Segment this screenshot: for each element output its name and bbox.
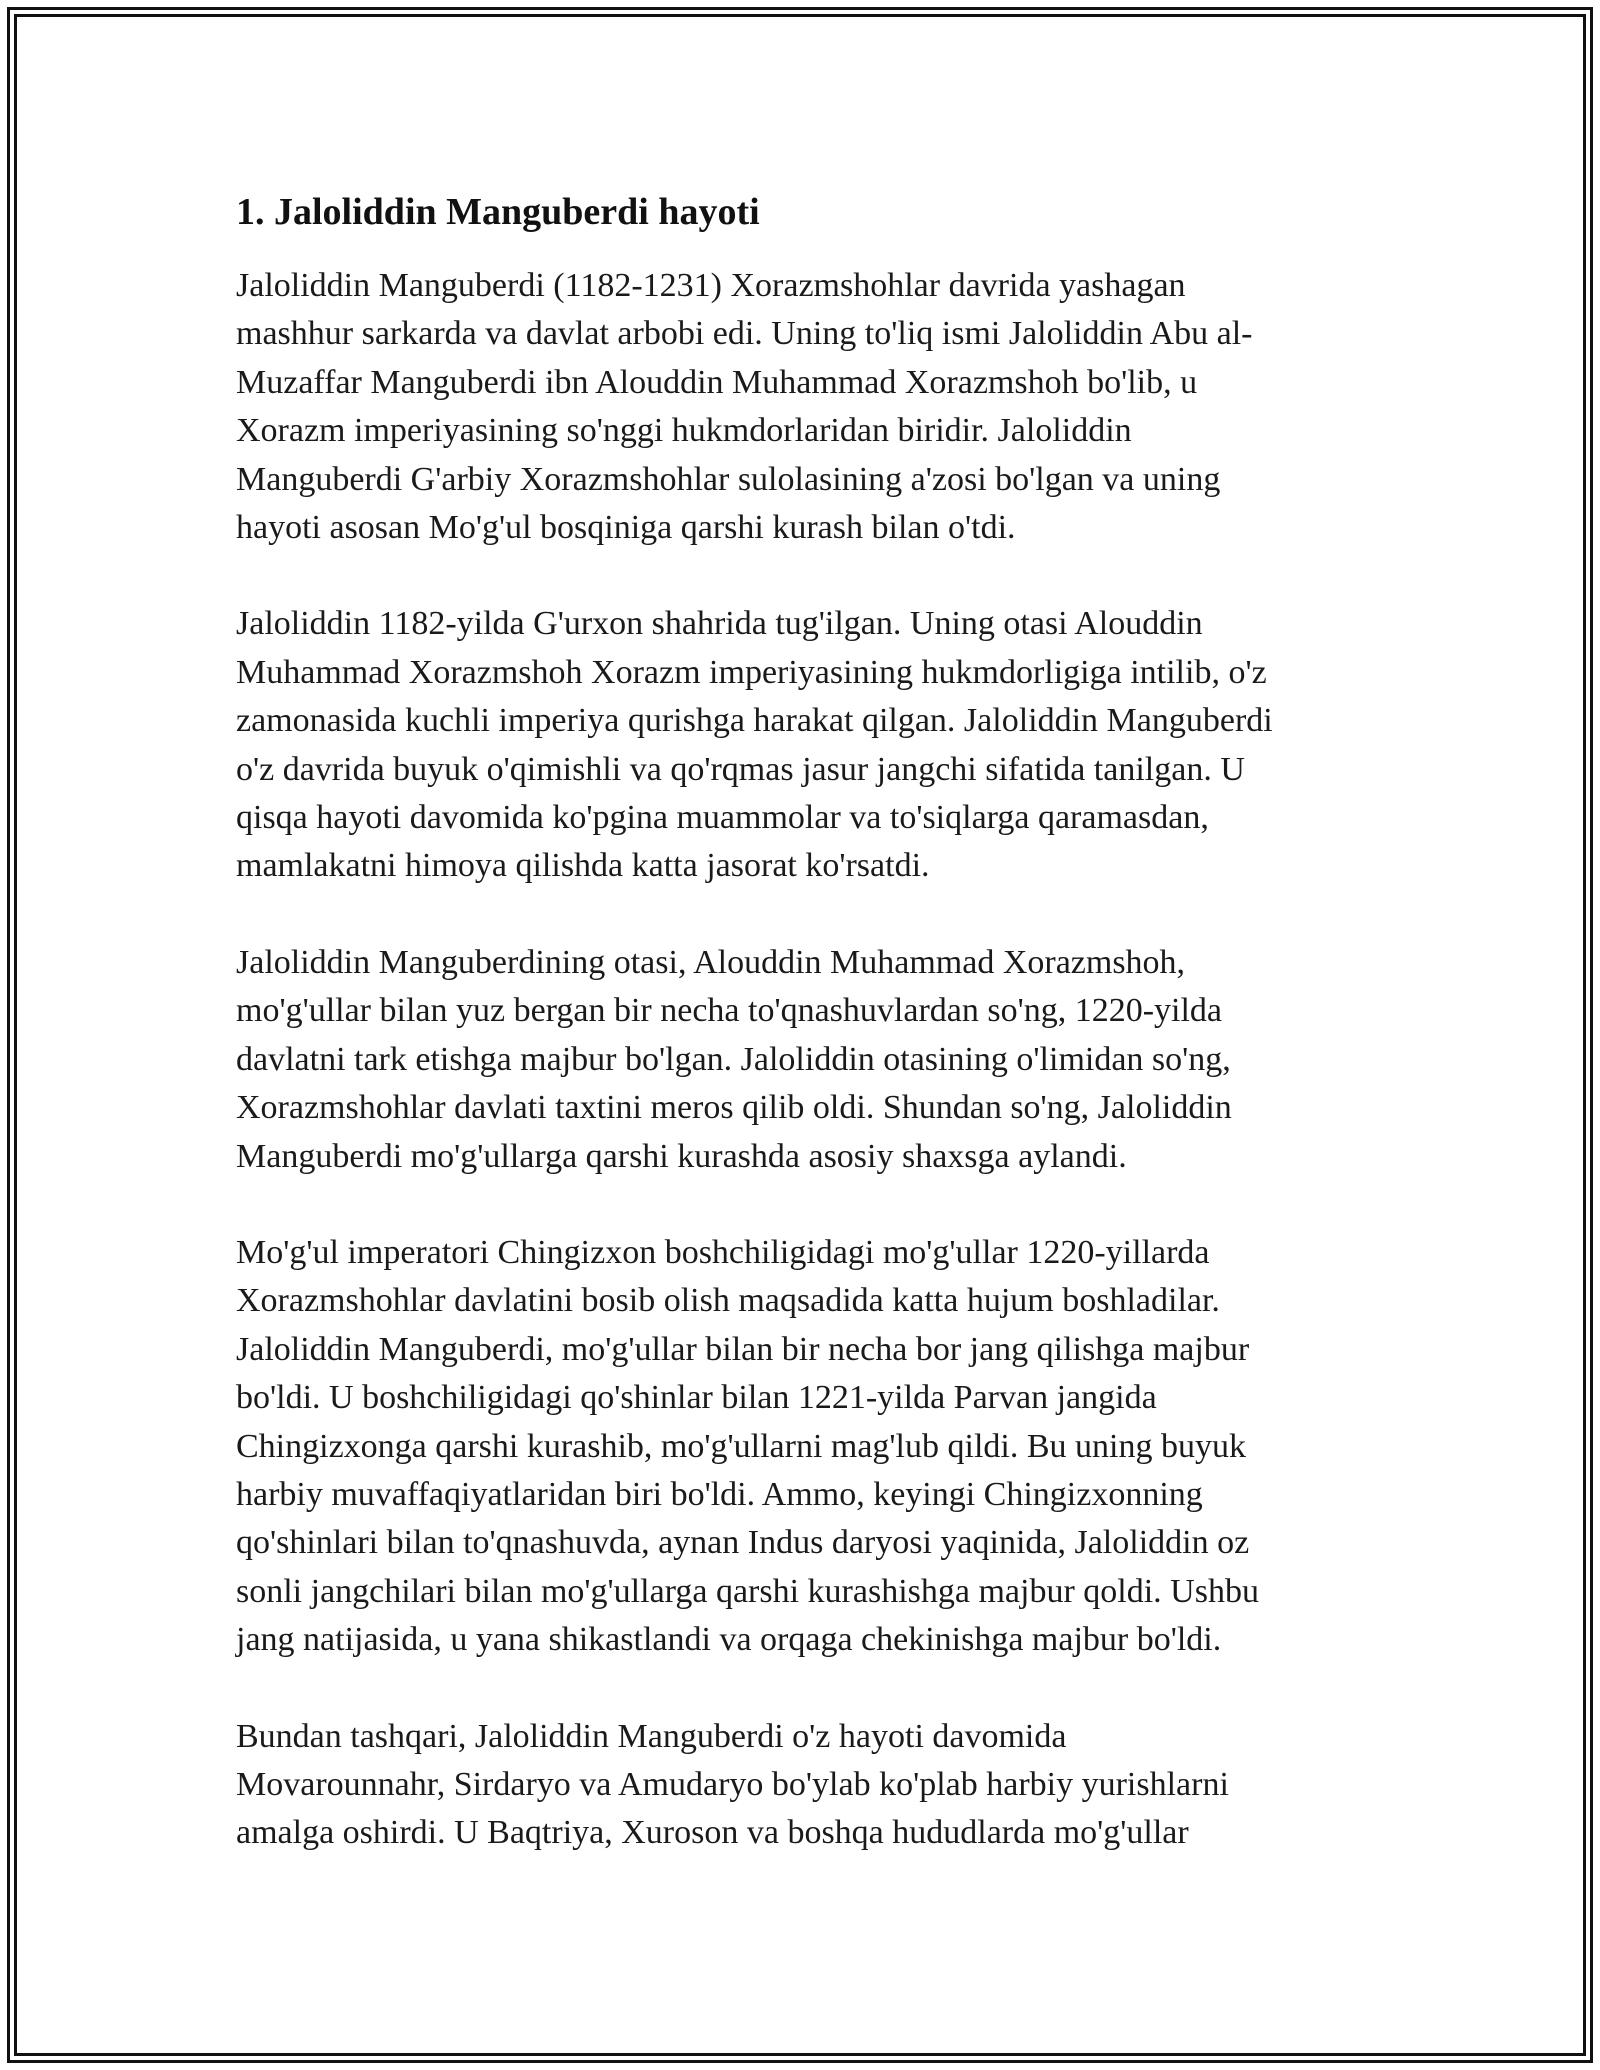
paragraph-line: Jaloliddin Manguberdining otasi, Alouddin Muhammad Xorazmshoh, <box>236 943 1186 981</box>
paragraph-line: Xorazm imperiyasining so'nggi hukmdorlaridan biridir. Jaloliddin <box>236 412 1132 450</box>
paragraph-line: Xorazmshohlar davlatini bosib olish maqsadida katta hujum boshladilar. <box>236 1282 1220 1320</box>
paragraph <box>236 1713 1366 1858</box>
paragraph-line: mo'g'ullar bilan yuz bergan bir necha to'qnashuvlardan so'ng, 1220-yilda <box>236 992 1223 1030</box>
paragraph-line: qo'shinlari bilan to'qnashuvda, aynan Indus daryosi yaqinida, Jaloliddin oz <box>236 1524 1250 1562</box>
paragraph-line: jang natijasida, u yana shikastlandi va orqaga chekinishga majbur bo'ldi. <box>236 1621 1222 1659</box>
paragraph-line: Manguberdi G'arbiy Xorazmshohlar sulolasining a'zosi bo'lgan va uning <box>236 460 1221 498</box>
paragraph-line: Muhammad Xorazmshoh Xorazm imperiyasining hukmdorligiga intilib, o'z <box>236 653 1267 691</box>
paragraph-line: sonli jangchilari bilan mo'g'ullarga qarshi kurashishga majbur qoldi. Ushbu <box>236 1572 1259 1610</box>
paragraph-line: Mo'g'ul imperatori Chingizxon boshchiligidagi mo'g'ullar 1220-yillarda <box>236 1233 1210 1271</box>
paragraph-line: davlatni tark etishga majbur bo'lgan. Jaloliddin otasining o'limidan so'ng, <box>236 1040 1231 1078</box>
paragraph-line: Chingizxonga qarshi kurashib, mo'g'ullarni mag'lub qildi. Bu uning buyuk <box>236 1427 1246 1465</box>
paragraph-line: Muzaffar Manguberdi ibn Alouddin Muhammad Xorazmshoh bo'lib, u <box>236 363 1198 401</box>
paragraph-list <box>236 262 1366 1858</box>
paragraph-line: harbiy muvaffaqiyatlaridan biri bo'ldi. Ammo, keyingi Chingizxonning <box>236 1475 1203 1513</box>
section-heading: 1. Jaloliddin Manguberdi hayoti <box>236 191 760 233</box>
paragraph <box>236 600 1366 890</box>
paragraph-line: hayoti asosan Mo'g'ul bosqiniga qarshi kurash bilan o'tdi. <box>236 509 1016 547</box>
paragraph-line: qisqa hayoti davomida ko'pgina muammolar va to'siqlarga qaramasdan, <box>236 799 1209 837</box>
paragraph-line: mashhur sarkarda va davlat arbobi edi. Uning to'liq ismi Jaloliddin Abu al- <box>236 315 1253 353</box>
paragraph <box>236 262 1366 552</box>
paragraph-line: Xorazmshohlar davlati taxtini meros qilib oldi. Shundan so'ng, Jaloliddin <box>236 1089 1232 1127</box>
paragraph-line: o'z davrida buyuk o'qimishli va qo'rqmas jasur jangchi sifatida tanilgan. U <box>236 750 1245 788</box>
paragraph <box>236 1229 1366 1665</box>
paragraph-line: Manguberdi mo'g'ullarga qarshi kurashda asosiy shaxsga aylandi. <box>236 1137 1127 1175</box>
document-body <box>236 184 1366 1906</box>
paragraph-line: bo'ldi. U boshchiligidagi qo'shinlar bilan 1221-yilda Parvan jangida <box>236 1379 1157 1417</box>
paragraph-line: Movarounnahr, Sirdaryo va Amudaryo bo'ylab ko'plab harbiy yurishlarni <box>236 1765 1229 1803</box>
paragraph-line: Jaloliddin Manguberdi, mo'g'ullar bilan bir necha bor jang qilishga majbur <box>236 1330 1250 1368</box>
paragraph-line: mamlakatni himoya qilishda katta jasorat ko'rsatdi. <box>236 847 930 885</box>
paragraph-line: Jaloliddin 1182-yilda G'urxon shahrida tug'ilgan. Uning otasi Alouddin <box>236 605 1203 643</box>
paragraph-line: Bundan tashqari, Jaloliddin Manguberdi o'z hayoti davomida <box>236 1717 1067 1755</box>
paragraph <box>236 939 1366 1181</box>
paragraph-line: amalga oshirdi. U Baqtriya, Xuroson va boshqa hududlarda mo'g'ullar <box>236 1814 1189 1852</box>
paragraph-line: Jaloliddin Manguberdi (1182-1231) Xorazmshohlar davrida yashagan <box>236 267 1186 304</box>
paragraph-line: zamonasida kuchli imperiya qurishga harakat qilgan. Jaloliddin Manguberdi <box>236 702 1273 740</box>
